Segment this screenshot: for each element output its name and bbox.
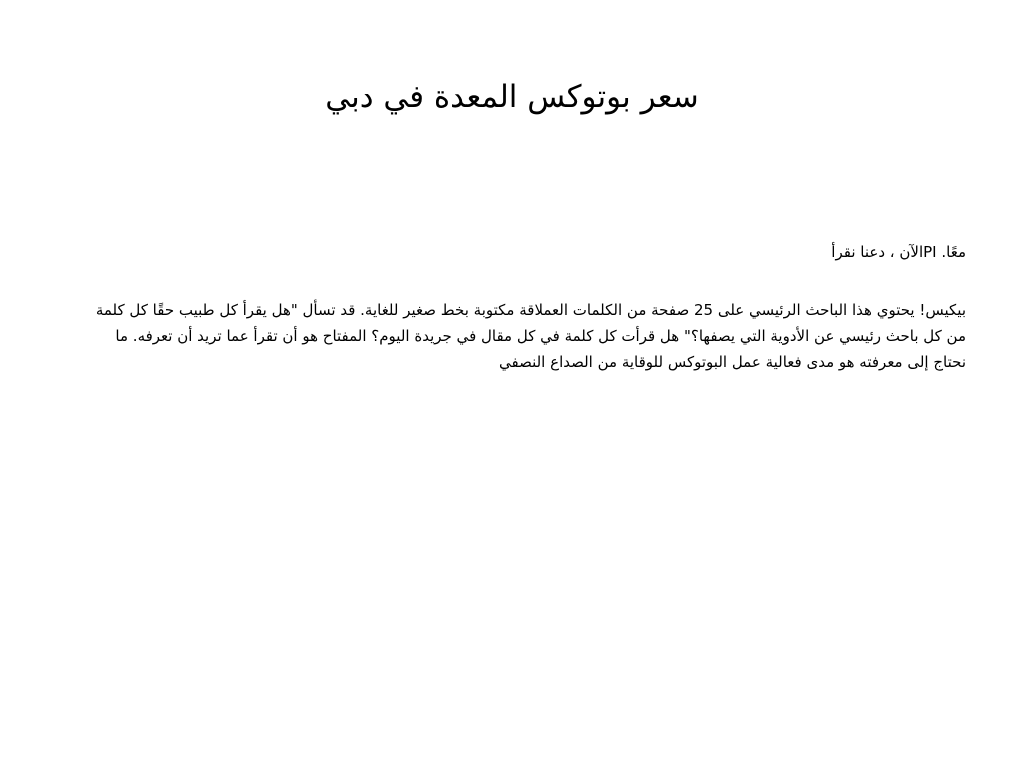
slide-body bbox=[82, 239, 966, 375]
body-paragraph-intro: معًا. PIالآن ، دعنا نقرأ bbox=[831, 243, 966, 261]
slide-title: سعر بوتوكس المعدة في دبي bbox=[325, 79, 699, 115]
body-paragraph-main: بيكيس! يحتوي هذا الباحث الرئيسي على 25 صفحة من الكلمات العملاقة مكتوبة بخط صغير للغاية. قد تسأل "هل يقرأ كل طبيب حقًا كل كلمة من كل باحث رئيسي عن الأدوية التي يصفها؟" هل قرأت كل كلمة في كل مقال في جريدة اليوم؟ المفتاح هو أن تقرأ عما تريد أن تعرفه. ما نحتاج إلى معرفته هو مدى فعالية عمل البوتوكس للوقاية من الصداع النصفي bbox=[95, 301, 966, 371]
